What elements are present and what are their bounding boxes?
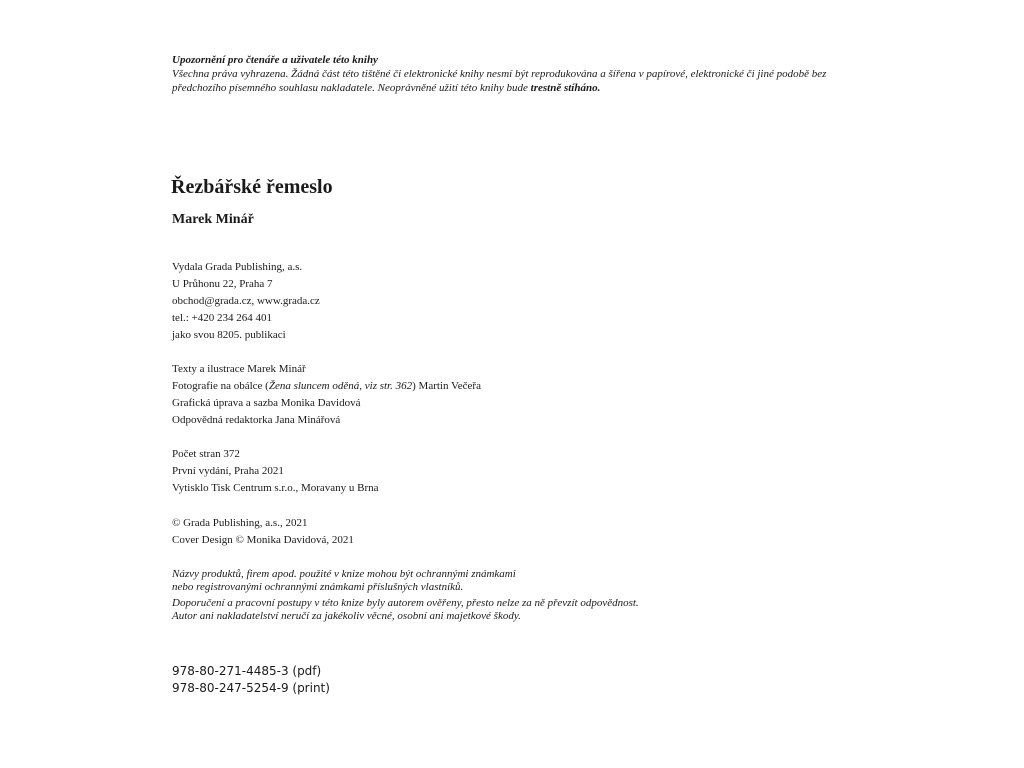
notice-title: Upozornění pro čtenáře a uživatele této knihy <box>172 54 378 66</box>
trademark-line-2: nebo registrovanými ochrannými známkami příslušných vlastníků. <box>172 581 464 593</box>
edition-info <box>172 446 379 497</box>
liability-line-2: Autor ani nakladatelství neručí za jakékoliv věcné, osobní ani majetkové škody. <box>172 610 521 622</box>
publisher-address: U Průhonu 22, Praha 7 <box>172 278 273 290</box>
copyright-lines <box>172 515 354 549</box>
isbn-pdf: 978-80-271-4485-3 (pdf) <box>172 664 322 678</box>
trademark-line-1: Názvy produktů, firem apod. použité v knize mohou být ochrannými známkami <box>172 568 516 580</box>
printer-line: Vytisklo Tisk Centrum s.r.o., Moravany u Brna <box>172 482 379 494</box>
credit-editor: Odpovědná redaktorka Jana Minářová <box>172 414 341 426</box>
trademark-disclaimer <box>172 568 639 594</box>
copyright-publisher: © Grada Publishing, a.s., 2021 <box>172 517 308 529</box>
book-author: Marek Minář <box>172 212 254 227</box>
publisher-name: Vydala Grada Publishing, a.s. <box>172 261 303 273</box>
isbn-print: 978-80-247-5254-9 (print) <box>172 681 330 695</box>
liability-disclaimer <box>172 597 639 623</box>
notice-text <box>172 68 826 94</box>
credits <box>172 361 481 429</box>
copyright-cover: Cover Design © Monika Davidová, 2021 <box>172 534 354 546</box>
notice-body: Všechna práva vyhrazena. Žádná část této tištěné či elektronické knihy nesmí být reprodukována a šířena v papírové, elektronické či jiné podobě bez předchozího písemného souhlasu nakladatele. Neoprávněné užití této knihy bude <box>172 68 827 94</box>
photo-italic: Žena sluncem oděná, viz str. 362 <box>268 380 413 392</box>
liability-line-1: Doporučení a pracovní postupy v této knize byly autorem ověřeny, přesto nelze za ně převzít odpovědnost. <box>172 597 639 609</box>
credit-cover-photo <box>172 378 481 395</box>
photo-suffix: ) Martin Večeřa <box>412 380 481 392</box>
page-count: Počet stran 372 <box>172 448 240 460</box>
publisher-contact: obchod@grada.cz, www.grada.cz <box>172 295 320 307</box>
credit-texts: Texty a ilustrace Marek Minář <box>172 363 306 375</box>
copyright-notice <box>172 53 832 95</box>
credit-design: Grafická úprava a sazba Monika Davidová <box>172 397 361 409</box>
publication-number: jako svou 8205. publikaci <box>172 329 286 341</box>
photo-prefix: Fotografie na obálce ( <box>172 380 269 392</box>
disclaimers <box>172 568 639 626</box>
book-title: Řezbářské řemeslo <box>171 176 333 198</box>
notice-emphasis: trestně stíháno. <box>530 82 601 94</box>
publisher-phone: tel.: +420 234 264 401 <box>172 312 273 324</box>
edition-line: První vydání, Praha 2021 <box>172 465 284 477</box>
publisher-info <box>172 259 320 344</box>
isbn-block <box>172 663 330 697</box>
